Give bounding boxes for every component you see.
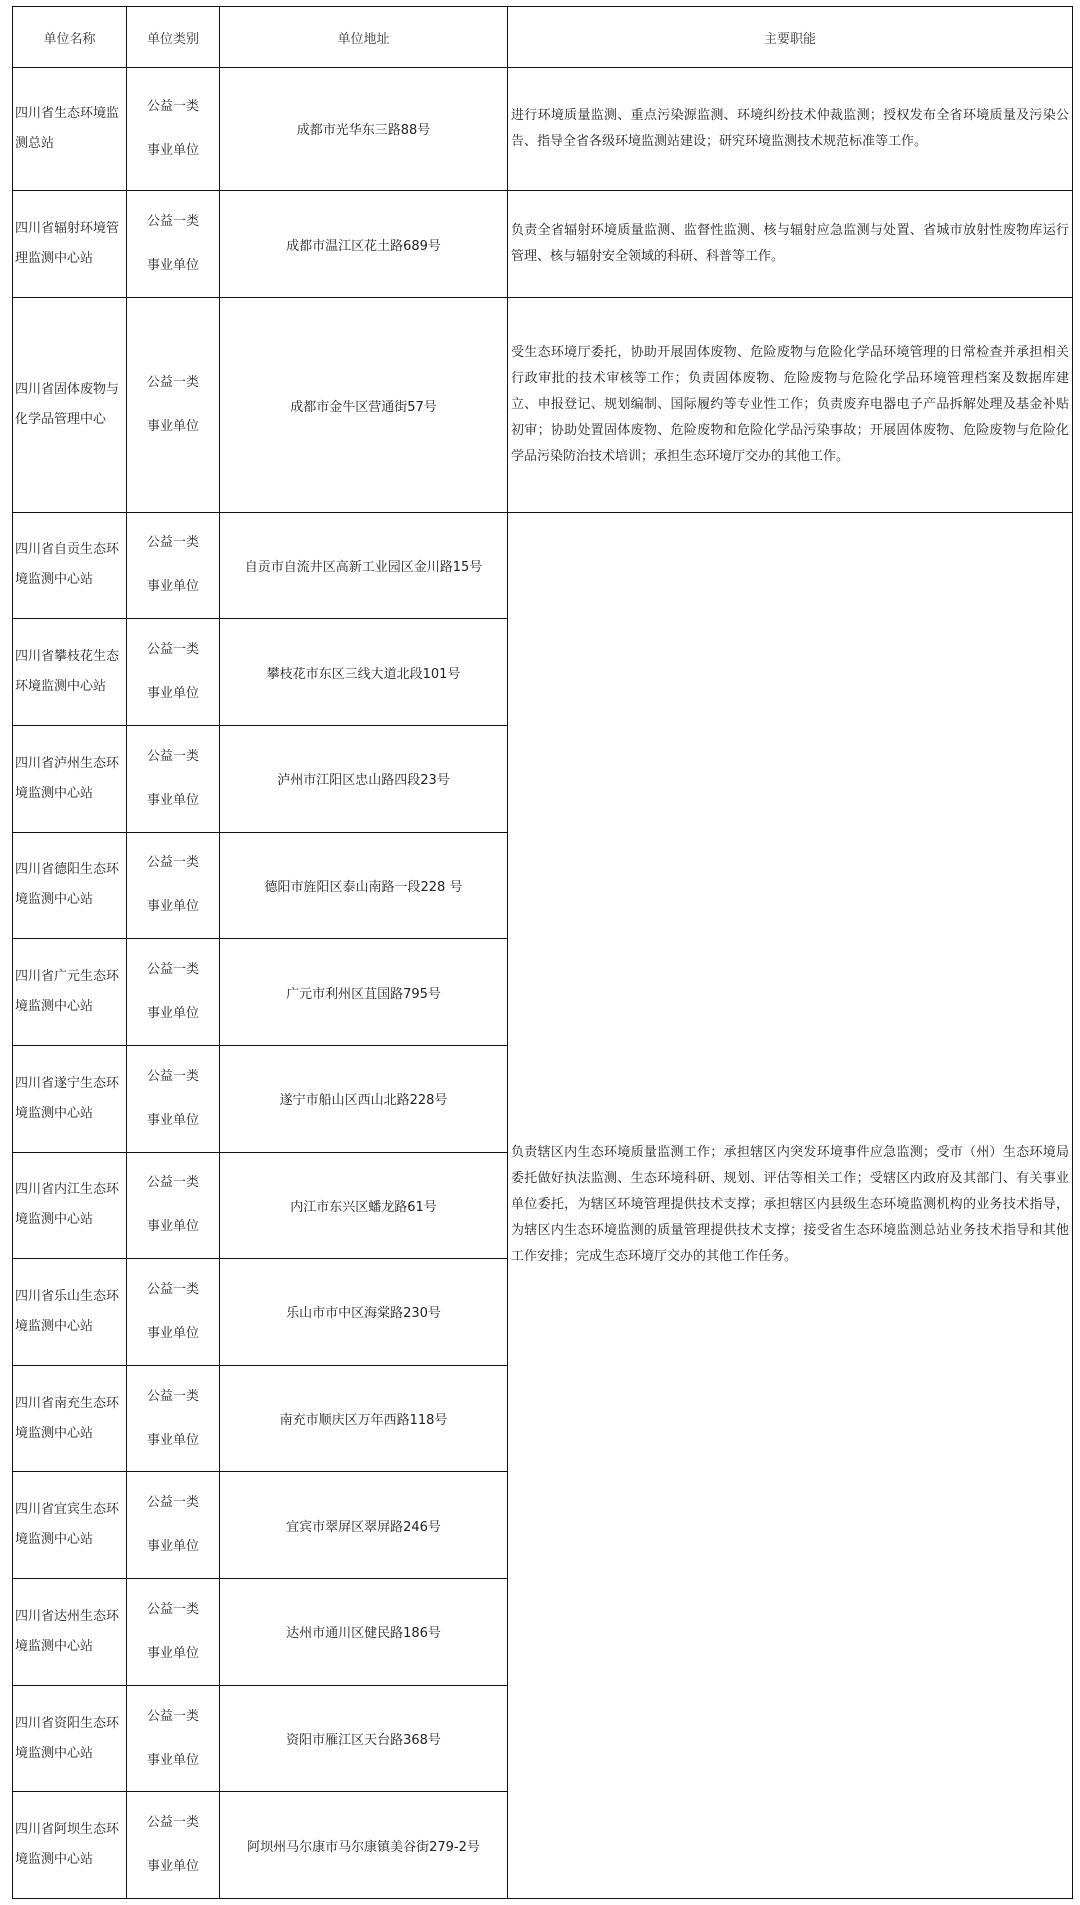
unit-address-cell: 德阳市旌阳区泰山南路一段228 号 bbox=[220, 832, 508, 939]
category-line-2: 事业单位 bbox=[146, 1752, 199, 1768]
category-line-1: 公益一类 bbox=[146, 98, 199, 114]
unit-category-cell bbox=[127, 939, 220, 1046]
category-line-2: 事业单位 bbox=[146, 1645, 199, 1661]
unit-address-cell: 乐山市市中区海棠路230号 bbox=[220, 1259, 508, 1366]
header-unit-category: 单位类别 bbox=[127, 7, 220, 68]
unit-address-cell: 遂宁市船山区西山北路228号 bbox=[220, 1045, 508, 1152]
unit-name-cell: 四川省固体废物与化学品管理中心 bbox=[13, 298, 127, 512]
unit-address-cell: 成都市金牛区营通街57号 bbox=[220, 298, 508, 512]
unit-address-cell: 攀枝花市东区三线大道北段101号 bbox=[220, 619, 508, 726]
category-line-1: 公益一类 bbox=[146, 1175, 199, 1191]
category-line-1: 公益一类 bbox=[146, 962, 199, 978]
category-line-2: 事业单位 bbox=[146, 1219, 199, 1235]
unit-category-cell bbox=[127, 190, 220, 298]
category-line-2: 事业单位 bbox=[146, 1325, 199, 1341]
category-line-1: 公益一类 bbox=[146, 214, 199, 230]
table-row bbox=[13, 68, 1073, 191]
category-line-1: 公益一类 bbox=[146, 1708, 199, 1724]
category-line-1: 公益一类 bbox=[146, 855, 199, 871]
unit-name-cell: 四川省自贡生态环境监测中心站 bbox=[13, 512, 127, 619]
category-line-2: 事业单位 bbox=[146, 1006, 199, 1022]
unit-name-cell: 四川省遂宁生态环境监测中心站 bbox=[13, 1045, 127, 1152]
unit-address-cell: 广元市利州区苴国路795号 bbox=[220, 939, 508, 1046]
unit-category-cell bbox=[127, 512, 220, 619]
unit-address-cell: 成都市光华东三路88号 bbox=[220, 68, 508, 191]
unit-category-cell bbox=[127, 1685, 220, 1792]
category-line-1: 公益一类 bbox=[146, 535, 199, 551]
unit-category-cell bbox=[127, 1472, 220, 1579]
category-line-1: 公益一类 bbox=[146, 1388, 199, 1404]
unit-category-cell bbox=[127, 725, 220, 832]
category-line-2: 事业单位 bbox=[146, 1859, 199, 1875]
unit-category-cell bbox=[127, 68, 220, 191]
category-line-2: 事业单位 bbox=[146, 1112, 199, 1128]
unit-name-cell: 四川省阿坝生态环境监测中心站 bbox=[13, 1792, 127, 1899]
category-line-2: 事业单位 bbox=[146, 258, 199, 274]
unit-category-cell bbox=[127, 832, 220, 939]
table-row bbox=[13, 512, 1073, 619]
unit-name-cell: 四川省达州生态环境监测中心站 bbox=[13, 1579, 127, 1686]
unit-name-cell: 四川省乐山生态环境监测中心站 bbox=[13, 1259, 127, 1366]
header-unit-name: 单位名称 bbox=[13, 7, 127, 68]
unit-name-cell: 四川省生态环境监测总站 bbox=[13, 68, 127, 191]
unit-address-cell: 自贡市自流井区高新工业园区金川路15号 bbox=[220, 512, 508, 619]
unit-category-cell bbox=[127, 298, 220, 512]
units-table bbox=[12, 6, 1073, 1899]
unit-address-cell: 达州市通川区健民路186号 bbox=[220, 1579, 508, 1686]
unit-address-cell: 阿坝州马尔康市马尔康镇美谷街279-2号 bbox=[220, 1792, 508, 1899]
unit-address-cell: 宜宾市翠屏区翠屏路246号 bbox=[220, 1472, 508, 1579]
category-line-1: 公益一类 bbox=[146, 1495, 199, 1511]
category-line-2: 事业单位 bbox=[146, 792, 199, 808]
category-line-2: 事业单位 bbox=[146, 142, 199, 158]
unit-name-cell: 四川省内江生态环境监测中心站 bbox=[13, 1152, 127, 1259]
unit-name-cell: 四川省南充生态环境监测中心站 bbox=[13, 1365, 127, 1472]
unit-address-cell: 成都市温江区花土路689号 bbox=[220, 190, 508, 298]
header-unit-address: 单位地址 bbox=[220, 7, 508, 68]
unit-category-cell bbox=[127, 1152, 220, 1259]
category-line-2: 事业单位 bbox=[146, 1432, 199, 1448]
header-row bbox=[13, 7, 1073, 68]
table-row bbox=[13, 190, 1073, 298]
category-line-2: 事业单位 bbox=[146, 899, 199, 915]
unit-name-cell: 四川省辐射环境管理监测中心站 bbox=[13, 190, 127, 298]
category-line-1: 公益一类 bbox=[146, 1281, 199, 1297]
main-function-cell: 受生态环境厅委托，协助开展固体废物、危险废物与危险化学品环境管理的日常检查并承担相关行政审批的技术审核等工作；负责固体废物、危险废物与危险化学品环境管理档案及数据库建立、申报登记、规划编制、国际履约等专业性工作；负责废弃电器电子产品拆解处理及基金补贴初审；协助处置固体废物、危险废物和危险化学品污染事故；开展固体废物、危险废物与危险化学品污染防治技术培训；承担生态环境厅交办的其他工作。 bbox=[508, 298, 1073, 512]
main-function-cell: 负责全省辐射环境质量监测、监督性监测、核与辐射应急监测与处置、省城市放射性废物库运行管理、核与辐射安全领域的科研、科普等工作。 bbox=[508, 190, 1073, 298]
unit-category-cell bbox=[127, 1045, 220, 1152]
unit-name-cell: 四川省资阳生态环境监测中心站 bbox=[13, 1685, 127, 1792]
category-line-2: 事业单位 bbox=[146, 579, 199, 595]
category-line-1: 公益一类 bbox=[146, 642, 199, 658]
category-line-1: 公益一类 bbox=[146, 1068, 199, 1084]
category-line-2: 事业单位 bbox=[146, 686, 199, 702]
unit-name-cell: 四川省泸州生态环境监测中心站 bbox=[13, 725, 127, 832]
category-line-1: 公益一类 bbox=[146, 1815, 199, 1831]
shared-main-function-cell: 负责辖区内生态环境质量监测工作；承担辖区内突发环境事件应急监测；受市（州）生态环境局委托做好执法监测、生态环境科研、规划、评估等相关工作；受辖区内政府及其部门、有关事业单位委托，为辖区环境管理提供技术支撑；承担辖区内县级生态环境监测机构的业务技术指导，为辖区内生态环境监测的质量管理提供技术支撑；接受省生态环境监测总站业务技术指导和其他工作安排；完成生态环境厅交办的其他工作任务。 bbox=[508, 512, 1073, 1898]
unit-category-cell bbox=[127, 1259, 220, 1366]
unit-name-cell: 四川省宜宾生态环境监测中心站 bbox=[13, 1472, 127, 1579]
unit-address-cell: 南充市顺庆区万年西路118号 bbox=[220, 1365, 508, 1472]
category-line-1: 公益一类 bbox=[146, 375, 199, 391]
unit-name-cell: 四川省攀枝花生态环境监测中心站 bbox=[13, 619, 127, 726]
category-line-2: 事业单位 bbox=[146, 1539, 199, 1555]
unit-category-cell bbox=[127, 1792, 220, 1899]
unit-address-cell: 泸州市江阳区忠山路四段23号 bbox=[220, 725, 508, 832]
unit-name-cell: 四川省广元生态环境监测中心站 bbox=[13, 939, 127, 1046]
main-function-cell: 进行环境质量监测、重点污染源监测、环境纠纷技术仲裁监测；授权发布全省环境质量及污染公告、指导全省各级环境监测站建设；研究环境监测技术规范标准等工作。 bbox=[508, 68, 1073, 191]
unit-address-cell: 资阳市雁江区天台路368号 bbox=[220, 1685, 508, 1792]
unit-category-cell bbox=[127, 619, 220, 726]
table-row bbox=[13, 298, 1073, 512]
header-main-function: 主要职能 bbox=[508, 7, 1073, 68]
unit-address-cell: 内江市东兴区蟠龙路61号 bbox=[220, 1152, 508, 1259]
category-line-1: 公益一类 bbox=[146, 748, 199, 764]
unit-category-cell bbox=[127, 1365, 220, 1472]
unit-name-cell: 四川省德阳生态环境监测中心站 bbox=[13, 832, 127, 939]
category-line-2: 事业单位 bbox=[146, 419, 199, 435]
unit-category-cell bbox=[127, 1579, 220, 1686]
category-line-1: 公益一类 bbox=[146, 1601, 199, 1617]
